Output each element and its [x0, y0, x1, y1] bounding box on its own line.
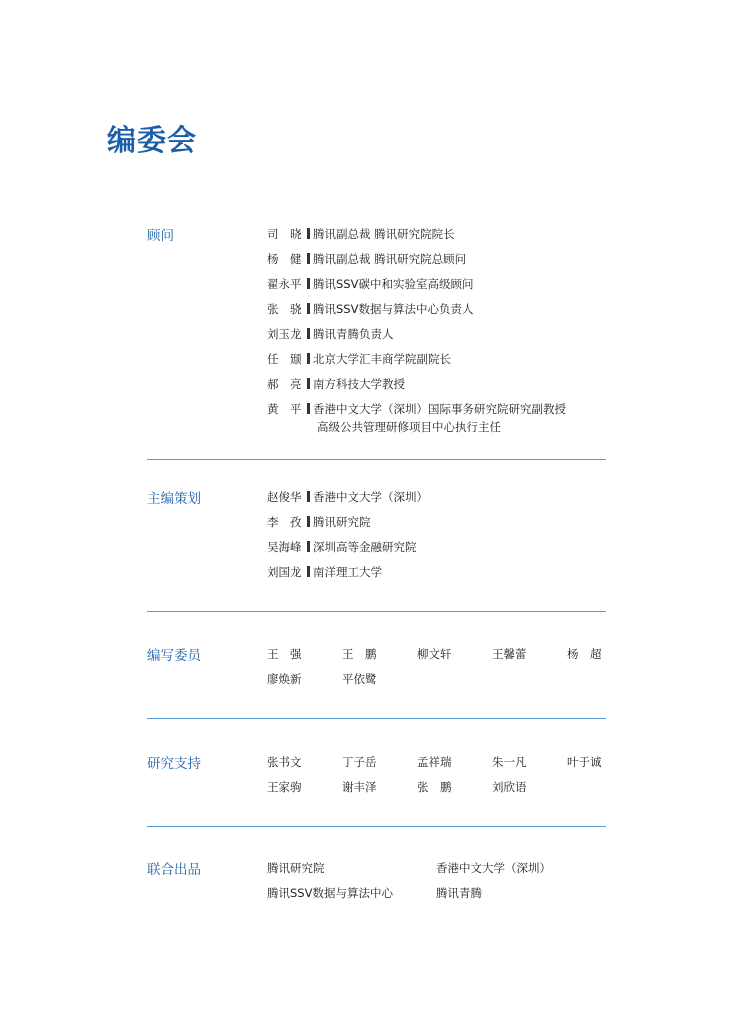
support-member: 张书文 — [267, 755, 302, 769]
advisor-name: 司 晓 — [267, 227, 302, 241]
committee-member: 王馨蕾 — [492, 647, 527, 661]
advisor-role: 腾讯副总裁 腾讯研究院院长 — [313, 227, 455, 241]
support-member: 张 鹏 — [417, 780, 452, 794]
advisor-row — [267, 226, 455, 242]
planner-affiliation: 香港中文大学（深圳） — [313, 490, 428, 504]
separator-bar — [307, 328, 310, 339]
separator-bar — [307, 303, 310, 314]
planner-row — [267, 539, 417, 555]
advisor-row — [267, 251, 466, 267]
separator-bar — [307, 278, 310, 289]
support-member: 朱一凡 — [492, 755, 527, 769]
separator-bar — [307, 403, 310, 414]
support-member: 孟祥瑞 — [417, 755, 452, 769]
advisor-row — [267, 276, 473, 292]
separator-bar — [307, 541, 310, 552]
producer-org: 香港中文大学（深圳） — [436, 861, 551, 875]
section-label-chief-planning: 主编策划 — [147, 491, 201, 507]
planner-row — [267, 564, 382, 580]
section-divider — [147, 826, 606, 827]
advisor-row — [267, 376, 405, 392]
advisor-row — [267, 326, 394, 342]
advisor-role: 腾讯青腾负责人 — [313, 327, 394, 341]
planner-name: 李 孜 — [267, 515, 302, 529]
committee-member: 柳文轩 — [417, 647, 452, 661]
advisor-role: 腾讯SSV数据与算法中心负责人 — [313, 302, 474, 316]
section-label-research-support: 研究支持 — [147, 756, 201, 772]
advisor-row — [267, 351, 451, 367]
separator-bar — [307, 228, 310, 239]
planner-row — [267, 514, 371, 530]
support-member: 丁子岳 — [342, 755, 377, 769]
planner-name: 吴海峰 — [267, 540, 302, 554]
advisor-role: 北京大学汇丰商学院副院长 — [313, 352, 451, 366]
separator-bar — [307, 566, 310, 577]
separator-bar — [307, 378, 310, 389]
separator-bar — [307, 353, 310, 364]
committee-member: 廖焕新 — [267, 672, 302, 686]
support-member: 叶于诚 — [567, 755, 602, 769]
committee-member: 平依鹭 — [342, 672, 377, 686]
advisor-role: 腾讯SSV碳中和实验室高级顾问 — [313, 277, 474, 291]
section-divider — [147, 459, 606, 460]
advisor-name: 杨 健 — [267, 252, 302, 266]
separator-bar — [307, 491, 310, 502]
advisor-name: 郝 亮 — [267, 377, 302, 391]
section-label-writing-committee: 编写委员 — [147, 648, 201, 664]
separator-bar — [307, 516, 310, 527]
advisor-row — [267, 401, 566, 417]
producer-org: 腾讯研究院 — [267, 861, 325, 875]
planner-row — [267, 489, 428, 505]
committee-member: 杨 超 — [567, 647, 602, 661]
planner-affiliation: 深圳高等金融研究院 — [313, 540, 417, 554]
advisor-name: 张 骁 — [267, 302, 302, 316]
section-label-joint-production: 联合出品 — [147, 862, 201, 878]
section-label-advisors: 顾问 — [147, 228, 174, 244]
advisor-role-continued: 高级公共管理研修项目中心执行主任 — [317, 420, 501, 434]
page-title: 编委会 — [107, 123, 198, 157]
advisor-role: 香港中文大学（深圳）国际事务研究院研究副教授 — [313, 402, 566, 416]
producer-org: 腾讯SSV数据与算法中心 — [267, 886, 393, 900]
committee-member: 王 鹏 — [342, 647, 377, 661]
section-divider — [147, 718, 606, 719]
advisor-role: 腾讯副总裁 腾讯研究院总顾问 — [313, 252, 467, 266]
advisor-row — [267, 301, 473, 317]
advisor-name: 翟永平 — [267, 277, 302, 291]
advisor-name: 刘玉龙 — [267, 327, 302, 341]
planner-affiliation: 腾讯研究院 — [313, 515, 371, 529]
planner-affiliation: 南洋理工大学 — [313, 565, 382, 579]
advisor-role: 南方科技大学教授 — [313, 377, 405, 391]
separator-bar — [307, 253, 310, 264]
committee-member: 王 强 — [267, 647, 302, 661]
support-member: 刘欣语 — [492, 780, 527, 794]
planner-name: 赵俊华 — [267, 490, 302, 504]
advisor-name: 黄 平 — [267, 402, 302, 416]
support-member: 谢丰泽 — [342, 780, 377, 794]
producer-org: 腾讯青腾 — [436, 886, 482, 900]
planner-name: 刘国龙 — [267, 565, 302, 579]
support-member: 王家驹 — [267, 780, 302, 794]
section-divider — [147, 611, 606, 612]
advisor-name: 任 颋 — [267, 352, 302, 366]
